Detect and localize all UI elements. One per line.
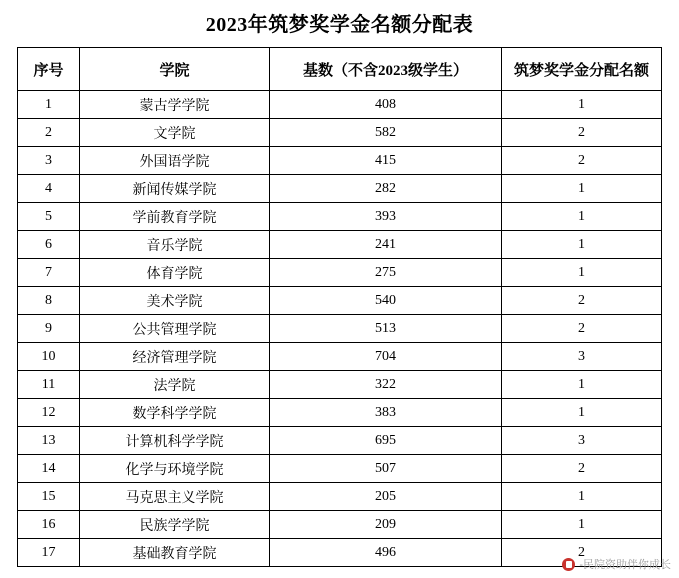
cell-college: 法学院 (80, 371, 270, 399)
cell-college: 基础教育学院 (80, 539, 270, 567)
cell-index: 1 (18, 91, 80, 119)
cell-quota: 1 (502, 399, 662, 427)
cell-college: 计算机科学学院 (80, 427, 270, 455)
cell-quota: 1 (502, 231, 662, 259)
cell-base: 415 (270, 147, 502, 175)
cell-quota: 2 (502, 287, 662, 315)
cell-index: 17 (18, 539, 80, 567)
cell-college: 文学院 (80, 119, 270, 147)
cell-index: 3 (18, 147, 80, 175)
cell-base: 393 (270, 203, 502, 231)
cell-base: 496 (270, 539, 502, 567)
cell-college: 马克思主义学院 (80, 483, 270, 511)
table-row (18, 455, 662, 483)
cell-college: 新闻传媒学院 (80, 175, 270, 203)
cell-quota: 1 (502, 91, 662, 119)
cell-quota: 2 (502, 119, 662, 147)
cell-college: 美术学院 (80, 287, 270, 315)
cell-quota: 3 (502, 343, 662, 371)
cell-quota: 2 (502, 539, 662, 567)
column-header-quota: 筑梦奖学金分配名额 (502, 48, 662, 91)
cell-base: 704 (270, 343, 502, 371)
cell-base: 507 (270, 455, 502, 483)
cell-index: 5 (18, 203, 80, 231)
table-body (18, 91, 662, 567)
cell-index: 10 (18, 343, 80, 371)
cell-base: 205 (270, 483, 502, 511)
column-header-index: 序号 (18, 48, 80, 91)
cell-index: 13 (18, 427, 80, 455)
table-row (18, 483, 662, 511)
cell-base: 275 (270, 259, 502, 287)
cell-base: 513 (270, 315, 502, 343)
cell-base: 209 (270, 511, 502, 539)
table-row (18, 315, 662, 343)
table-row (18, 231, 662, 259)
table-row (18, 175, 662, 203)
cell-college: 公共管理学院 (80, 315, 270, 343)
table-header (18, 48, 662, 91)
cell-index: 8 (18, 287, 80, 315)
cell-college: 数学科学学院 (80, 399, 270, 427)
page-title: 2023年筑梦奖学金名额分配表 (205, 14, 474, 36)
table-row (18, 147, 662, 175)
table-row (18, 511, 662, 539)
cell-college: 学前教育学院 (80, 203, 270, 231)
table-row (18, 371, 662, 399)
cell-quota: 1 (502, 203, 662, 231)
cell-index: 9 (18, 315, 80, 343)
table-row (18, 91, 662, 119)
cell-index: 11 (18, 371, 80, 399)
cell-quota: 1 (502, 371, 662, 399)
cell-base: 408 (270, 91, 502, 119)
column-header-base: 基数（不含2023级学生） (270, 48, 502, 91)
cell-quota: 2 (502, 315, 662, 343)
cell-college: 经济管理学院 (80, 343, 270, 371)
cell-college: 民族学学院 (80, 511, 270, 539)
table-row (18, 203, 662, 231)
cell-index: 2 (18, 119, 80, 147)
cell-quota: 1 (502, 483, 662, 511)
cell-quota: 1 (502, 175, 662, 203)
cell-base: 241 (270, 231, 502, 259)
cell-college: 外国语学院 (80, 147, 270, 175)
table-row (18, 399, 662, 427)
cell-base: 540 (270, 287, 502, 315)
app-logo-icon (562, 558, 575, 571)
cell-index: 15 (18, 483, 80, 511)
cell-college: 化学与环境学院 (80, 455, 270, 483)
cell-index: 16 (18, 511, 80, 539)
cell-base: 322 (270, 371, 502, 399)
cell-base: 383 (270, 399, 502, 427)
cell-index: 6 (18, 231, 80, 259)
cell-quota: 2 (502, 147, 662, 175)
cell-base: 582 (270, 119, 502, 147)
cell-quota: 3 (502, 427, 662, 455)
column-header-college: 学院 (80, 48, 270, 91)
cell-index: 7 (18, 259, 80, 287)
table-row (18, 343, 662, 371)
cell-quota: 1 (502, 259, 662, 287)
cell-index: 4 (18, 175, 80, 203)
watermark (562, 556, 671, 572)
table-header-row (18, 48, 662, 91)
cell-base: 282 (270, 175, 502, 203)
table-row (18, 259, 662, 287)
cell-college: 体育学院 (80, 259, 270, 287)
cell-college: 音乐学院 (80, 231, 270, 259)
cell-index: 12 (18, 399, 80, 427)
table-row (18, 427, 662, 455)
watermark-text: -民院资助伴你成长 (579, 559, 671, 571)
table-row (18, 119, 662, 147)
scholarship-allocation-table (17, 47, 662, 567)
table-row (18, 287, 662, 315)
cell-base: 695 (270, 427, 502, 455)
cell-quota: 1 (502, 511, 662, 539)
cell-quota: 2 (502, 455, 662, 483)
cell-index: 14 (18, 455, 80, 483)
cell-college: 蒙古学学院 (80, 91, 270, 119)
